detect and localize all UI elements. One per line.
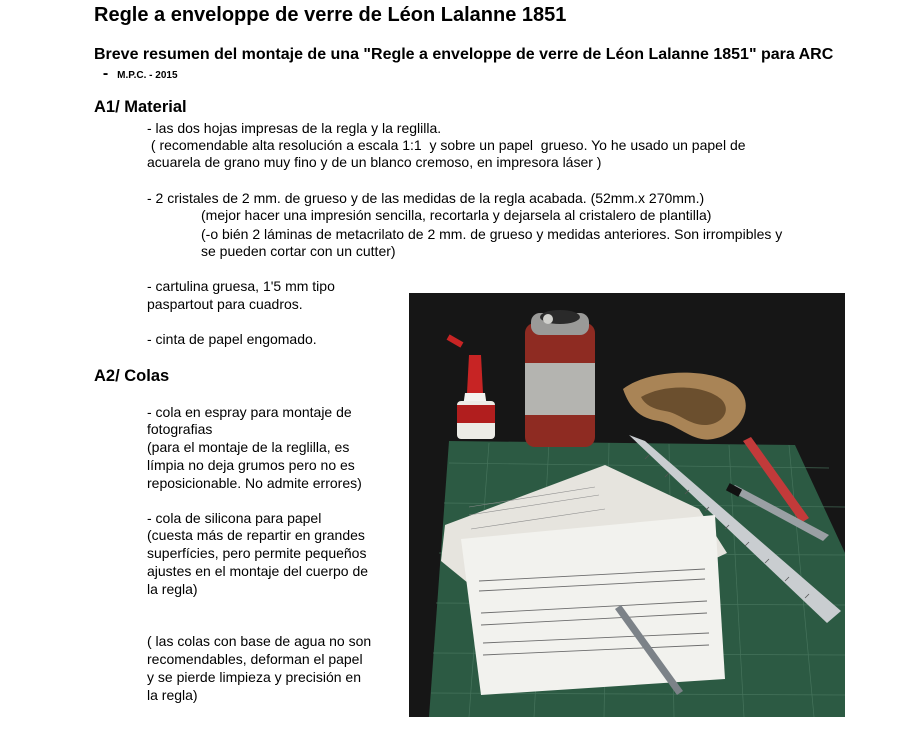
subtitle <box>94 45 854 85</box>
material-item-2-line-1: - 2 cristales de 2 mm. de grueso y de las medidas de la regla acabada. (52mm.x 270mm.) <box>147 190 705 206</box>
material-item-2-line-4: se pueden cortar con un cutter) <box>201 243 396 259</box>
colas-block-3-line-2: recomendables, deforman el papel <box>147 651 363 667</box>
colas-block-2-line-1: - cola de silicona para papel <box>147 510 322 526</box>
colas-block-2-line-5: la regla) <box>147 581 198 597</box>
material-item-2-line-3: (-o bién 2 láminas de metacrilato de 2 mm. de grueso y medidas anteriores. Son irrompibles y <box>201 226 783 242</box>
material-item-1-line-1: - las dos hojas impresas de la regla y la reglilla. <box>147 120 442 136</box>
page-title: Regle a enveloppe de verre de Léon Lalanne 1851 <box>94 4 567 26</box>
subtitle-text: Breve resumen del montaje de una "Regle a enveloppe de verre de Léon Lalanne 1851" para ARC <box>94 46 834 63</box>
section-colas-heading: A2/ Colas <box>94 367 170 385</box>
paper-sheet-front <box>461 515 725 695</box>
material-item-1-line-2: ( recomendable alta resolución a escala 1:1 y sobre un papel grueso. Yo he usado un papel de <box>147 137 746 153</box>
colas-block-1-line-5: reposicionable. No admite errores) <box>147 475 362 491</box>
material-item-4: - cinta de papel engomado. <box>147 331 317 347</box>
colas-block-2-line-2: (cuesta más de repartir en grandes <box>147 527 365 543</box>
materials-photo-illustration <box>409 293 845 717</box>
author-credit: M.P.C. - 2015 <box>117 70 178 81</box>
colas-block-1-line-2: fotografias <box>147 421 213 437</box>
colas-block-1-line-1: - cola en espray para montaje de <box>147 404 352 420</box>
colas-block-3-line-3: y se pierde limpieza y precisión en <box>147 669 361 685</box>
subtitle-dash: - <box>94 65 118 82</box>
material-item-3-line-1: - cartulina gruesa, 1'5 mm tipo <box>147 278 335 294</box>
section-material-heading: A1/ Material <box>94 98 187 116</box>
material-item-2-line-2: (mejor hacer una impresión sencilla, recortarla y dejarsela al cristalero de plantilla) <box>201 207 712 223</box>
colas-block-3-line-4: la regla) <box>147 687 198 703</box>
material-item-1-line-3: acuarela de grano muy fino y de un blanco cremoso, en impresora láser ) <box>147 154 602 170</box>
colas-block-1-line-3: (para el montaje de la reglilla, es <box>147 439 350 455</box>
materials-photo <box>409 293 845 717</box>
colas-block-2-line-4: ajustes en el montaje del cuerpo de <box>147 563 369 579</box>
colas-block-2-line-3: superfícies, pero permite pequeños <box>147 545 367 561</box>
colas-block-1-line-4: límpia no deja grumos pero no es <box>147 457 355 473</box>
colas-block-3-line-1: ( las colas con base de agua no son <box>147 633 372 649</box>
material-item-3-line-2: paspartout para cuadros. <box>147 296 303 312</box>
